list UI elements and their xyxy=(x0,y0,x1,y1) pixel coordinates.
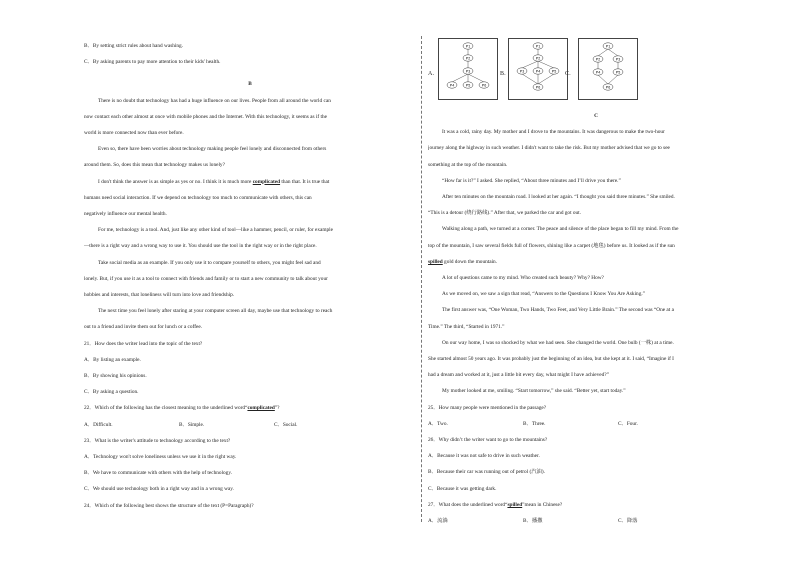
diagram-node-label: P6 xyxy=(605,85,611,90)
paragraph-line: lonely. But, if you use it as a tool to connect with friends and family or to start a new community to talk about your xyxy=(84,275,328,282)
answer-option[interactable]: A．By listing an example. xyxy=(84,356,141,363)
underlined-word: complicated xyxy=(247,405,275,412)
paragraph-line: “How far is it?” I asked. She replied, “About three minutes and I’ll drive you there.” xyxy=(442,177,621,184)
diagram-label-c[interactable]: C． xyxy=(565,71,576,77)
question-stem: 26．Why didn’t the writer want to go to the mountains? xyxy=(428,437,548,444)
question-stem: 21．How does the writer lead into the topic of the text? xyxy=(84,340,203,347)
diagram-node-label: P2 xyxy=(595,57,601,62)
paragraph-line: —there is a right way and a wrong way to use it. You should use the tool in the right way or in the right place. xyxy=(84,243,317,250)
option-line: B．By setting strict rules about hand washing. xyxy=(84,43,184,49)
underlined-word: spilled xyxy=(507,501,523,508)
diagram-connector xyxy=(452,74,468,82)
structure-diagrams xyxy=(428,38,764,104)
structure-diagram-svg xyxy=(509,39,567,99)
paragraph-line: “This is a detour (绕行路线).” After that, we parked the car and got out. xyxy=(428,210,581,217)
paragraph-line: For me, technology is a tool. And, just like any other kind of tool—like a hammer, pencil, or ruler, for example xyxy=(98,227,333,234)
answer-option[interactable]: B．播撒 xyxy=(523,518,543,525)
diagram-a xyxy=(438,38,498,100)
diagram-node-label: P3 xyxy=(519,69,525,74)
answer-option[interactable]: C．Social. xyxy=(274,421,298,428)
option-row xyxy=(84,417,416,433)
text-span: than that. It is true that xyxy=(280,178,330,185)
paragraph-line: world is more connected now than ever before. xyxy=(84,130,184,137)
diagram-node-label: P1 xyxy=(465,44,471,49)
diagram-connector xyxy=(468,74,484,82)
question-stem xyxy=(428,497,764,513)
text-span: ”mean in Chinese? xyxy=(522,501,563,508)
paragraph-line: She started almost 50 years ago. It was probably just the beginning of an idea, but she kept at it. I said, “Imagine if I xyxy=(428,356,674,363)
paragraph-line: As we moved on, we saw a sign that read, “Answers to the Questions I Know You Are Asking.” xyxy=(442,291,646,298)
answer-option[interactable]: A．Two. xyxy=(428,420,448,427)
paragraph-line: journey along the highway in such weather. I didn't want to take the risk. But my mother advised that we go to see xyxy=(428,145,670,152)
text-span: I don't think the answer is as simple as yes or no. I think it is much more xyxy=(98,178,253,185)
answer-option[interactable]: B．Three. xyxy=(523,420,546,427)
diagram-label-a[interactable]: A． xyxy=(428,71,439,77)
text-span: ”? xyxy=(274,405,280,412)
text-span: 22．Which of the following has the closest meaning to the underlined word“ xyxy=(84,405,248,412)
paragraph-line: top of the mountain, I saw several fields full of flowers, shining like a carpet (地毯) before us. It looked as if the sun xyxy=(428,242,675,249)
diagram-b xyxy=(508,38,568,100)
paragraph-line: Take social media as an example. If you only use it to compare yourself to others, you might feel sad and xyxy=(98,259,321,266)
answer-option[interactable]: A．Technology won't solve loneliness unless we use it in the right way. xyxy=(84,454,237,461)
paragraph-line: humans need social interaction. If we depend on technology too much to communicate with others, this can xyxy=(84,194,312,201)
question-stem: 25．How many people were mentioned in the passage? xyxy=(428,404,547,411)
diagram-label-b[interactable]: B． xyxy=(500,71,511,77)
structure-diagram-svg xyxy=(579,39,637,99)
diagram-node-label: P2 xyxy=(465,56,471,61)
question-stem: 23．What is the writer's attitude to technology according to the text? xyxy=(84,437,231,444)
paragraph-line: Walking along a path, we turned at a corner. The peace and silence of the place began to fill my mind. From the xyxy=(442,226,679,233)
diagram-node-label: P2 xyxy=(535,56,541,61)
diagram-node-label: P4 xyxy=(595,70,601,75)
diagram-connector xyxy=(598,49,608,56)
paragraph-line: out to a friend and invite them out for lunch or a coffee. xyxy=(84,324,203,331)
diagram-node-label: P4 xyxy=(535,69,541,74)
diagram-c xyxy=(578,38,638,100)
paragraph-line xyxy=(428,254,764,270)
diagram-connector xyxy=(522,61,538,68)
diagram-connector xyxy=(598,75,608,84)
diagram-connector xyxy=(608,75,618,84)
paragraph-line: negatively influence our mental health. xyxy=(84,211,167,218)
paragraph-line: had a dream and worked at it, just a little bit every day, what might I have achieved?” xyxy=(428,372,610,379)
option-row xyxy=(428,416,764,432)
diagram-node-label: P6 xyxy=(535,85,541,90)
underlined-word: complicated xyxy=(252,178,281,185)
answer-option[interactable]: B．By showing his opinions. xyxy=(84,373,147,380)
left-column xyxy=(84,38,416,514)
text-span: gold down the mountain. xyxy=(442,258,498,265)
answer-option[interactable]: A．流淌 xyxy=(428,518,448,525)
paragraph-line: something at the top of the mountain. xyxy=(428,161,508,168)
question-stem xyxy=(84,400,416,416)
answer-option[interactable]: B．Because their car was running out of petrol (汽油). xyxy=(428,469,545,476)
diagram-connector xyxy=(538,61,554,68)
answer-option[interactable]: C．降落 xyxy=(618,518,638,525)
option-line: C．By asking parents to pay more attention to their kids' health. xyxy=(84,59,221,66)
question-stem: 24．Which of the following best shows the structure of the text (P=Paragraph)? xyxy=(84,502,254,509)
answer-option[interactable]: B．We have to communicate with others with the help of technology. xyxy=(84,470,232,477)
underlined-word: spilled xyxy=(428,258,443,265)
paragraph-line: Even so, there have been worries about technology making people feel lonely and disconnected from others xyxy=(98,146,327,153)
paragraph-line: On our way home, I was so shocked by what we had seen. She changed the world. One bulb (一株) at a time. xyxy=(442,339,674,346)
answer-option[interactable]: B．Simple. xyxy=(179,421,205,428)
paragraph-line: Time.” The third, “Started in 1971.” xyxy=(428,323,505,330)
answer-option[interactable]: C．We should use technology both in a right way and in a wrong way. xyxy=(84,486,234,493)
section-title: C xyxy=(594,113,598,119)
diagram-node-label: P4 xyxy=(449,83,455,88)
paragraph-line: around them. So, does this mean that technology makes us lonely? xyxy=(84,162,225,169)
answer-option[interactable]: A．Because it was not safe to drive in such weather. xyxy=(428,453,540,460)
paragraph-line: After ten minutes on the mountain road. I looked at her again. “I thought you said three minutes.” She smiled. xyxy=(442,194,675,201)
answer-option[interactable]: C．Four. xyxy=(618,420,638,427)
answer-option[interactable]: C．Because it was getting dark. xyxy=(428,485,497,492)
paragraph-line: The first answer was, “One Woman, Two Hands, Two Feet, and Very Little Brain.” The second was “One at a xyxy=(442,307,674,314)
paragraph-line: My mother looked at me, smiling. “Start tomorrow,” she said. “Better yet, start today.” xyxy=(442,388,626,395)
structure-diagram-svg xyxy=(439,39,497,99)
diagram-node-label: P5 xyxy=(465,83,471,88)
answer-option[interactable]: A．Difficult. xyxy=(84,421,113,428)
diagram-node-label: P6 xyxy=(481,83,487,88)
diagram-node-label: P1 xyxy=(605,44,611,49)
diagram-node-label: P3 xyxy=(465,69,471,74)
paragraph-line xyxy=(84,174,416,190)
paragraph-line: A lot of questions came to my mind. Who created such beauty? Why? How? xyxy=(442,275,604,282)
diagram-node-label: P5 xyxy=(615,70,621,75)
diagram-node-label: P3 xyxy=(615,57,621,62)
paragraph-line: The next time you feel lonely after staring at your computer screen all day, maybe use that technology to reach xyxy=(98,308,333,315)
paragraph-line: It was a cold, rainy day. My mother and I drove to the mountains. It was dangerous to make the two-hour xyxy=(442,129,665,136)
diagram-node-label: P5 xyxy=(551,69,557,74)
diagram-connector xyxy=(522,74,538,84)
paragraph-line: hobbies and interests, that loneliness will turn into love and friendship. xyxy=(84,292,235,299)
column-divider xyxy=(421,36,422,522)
right-column xyxy=(428,38,764,529)
diagram-connector xyxy=(608,49,618,56)
paragraph-line: There is no doubt that technology has had a huge influence on our lives. People from all around the world can xyxy=(98,97,331,104)
option-row xyxy=(428,513,764,529)
section-title: B xyxy=(248,81,252,88)
text-span: 27．What does the underlined word“ xyxy=(428,501,508,508)
diagram-node-label: P1 xyxy=(535,44,541,49)
diagram-connector xyxy=(538,74,554,84)
answer-option[interactable]: C．By asking a question. xyxy=(84,389,139,396)
paragraph-line: now contact each other almost at once with mobile phones and the Internet. With this technology, it seems as if the xyxy=(84,113,327,120)
